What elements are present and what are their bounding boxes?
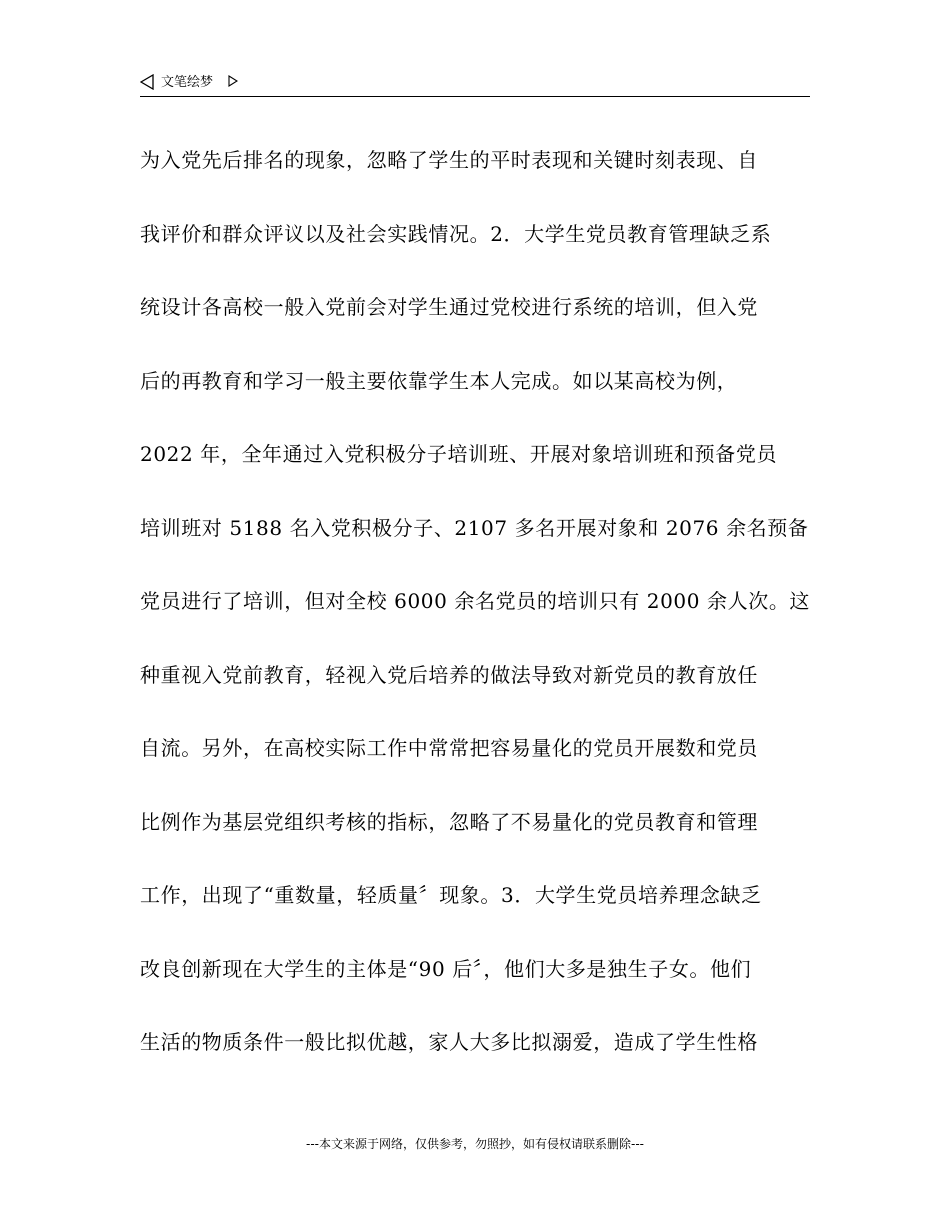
- body-line: 培训班对 5188 名入党积极分子、2107 多名开展对象和 2076 余名预备: [140, 515, 809, 540]
- triangle-left-outline-icon: [140, 74, 154, 90]
- body-line: 生活的物质条件一般比拟优越，家人大多比拟溺爱，造成了学生性格: [140, 1030, 758, 1054]
- document-body: [140, 140, 812, 1096]
- body-line: 比例作为基层党组织考核的指标，忽略了不易量化的党员教育和管理: [140, 809, 758, 834]
- footer-disclaimer: ---本文来源于网络，仅供参考，勿照抄，如有侵权请联系删除---: [306, 1137, 644, 1151]
- body-line: 为入党先后排名的现象，忽略了学生的平时表现和关键时刻表现、自: [140, 148, 758, 172]
- body-line: 后的再教育和学习一般主要依靠学生本人完成。如以某高校为例，: [140, 368, 738, 393]
- body-line: 自流。另外，在高校实际工作中常常把容易量化的党员开展数和党员: [140, 736, 758, 760]
- triangle-right-outline-icon: [228, 75, 238, 87]
- header-title: 文笔绘梦: [161, 75, 214, 90]
- body-line: 我评价和群众评议以及社会实践情况。2．大学生党员教育管理缺乏系: [140, 221, 772, 246]
- body-line: 2022 年，全年通过入党积极分子培训班、开展对象培训班和预备党员: [140, 442, 778, 466]
- page-header: [140, 72, 810, 97]
- body-line: 党员进行了培训，但对全校 6000 余名党员的培训只有 2000 余人次。这: [140, 589, 811, 613]
- body-line: 工作，出现了“重数量，轻质量〞现象。3．大学生党员培养理念缺乏: [140, 883, 762, 907]
- body-line: 改良创新现在大学生的主体是“90 后〞，他们大多是独生子女。他们: [140, 956, 752, 981]
- body-line: 种重视入党前教育，轻视入党后培养的做法导致对新党员的教育放任: [140, 662, 758, 687]
- body-line: 统设计各高校一般入党前会对学生通过党校进行系统的培训，但入党: [140, 295, 758, 319]
